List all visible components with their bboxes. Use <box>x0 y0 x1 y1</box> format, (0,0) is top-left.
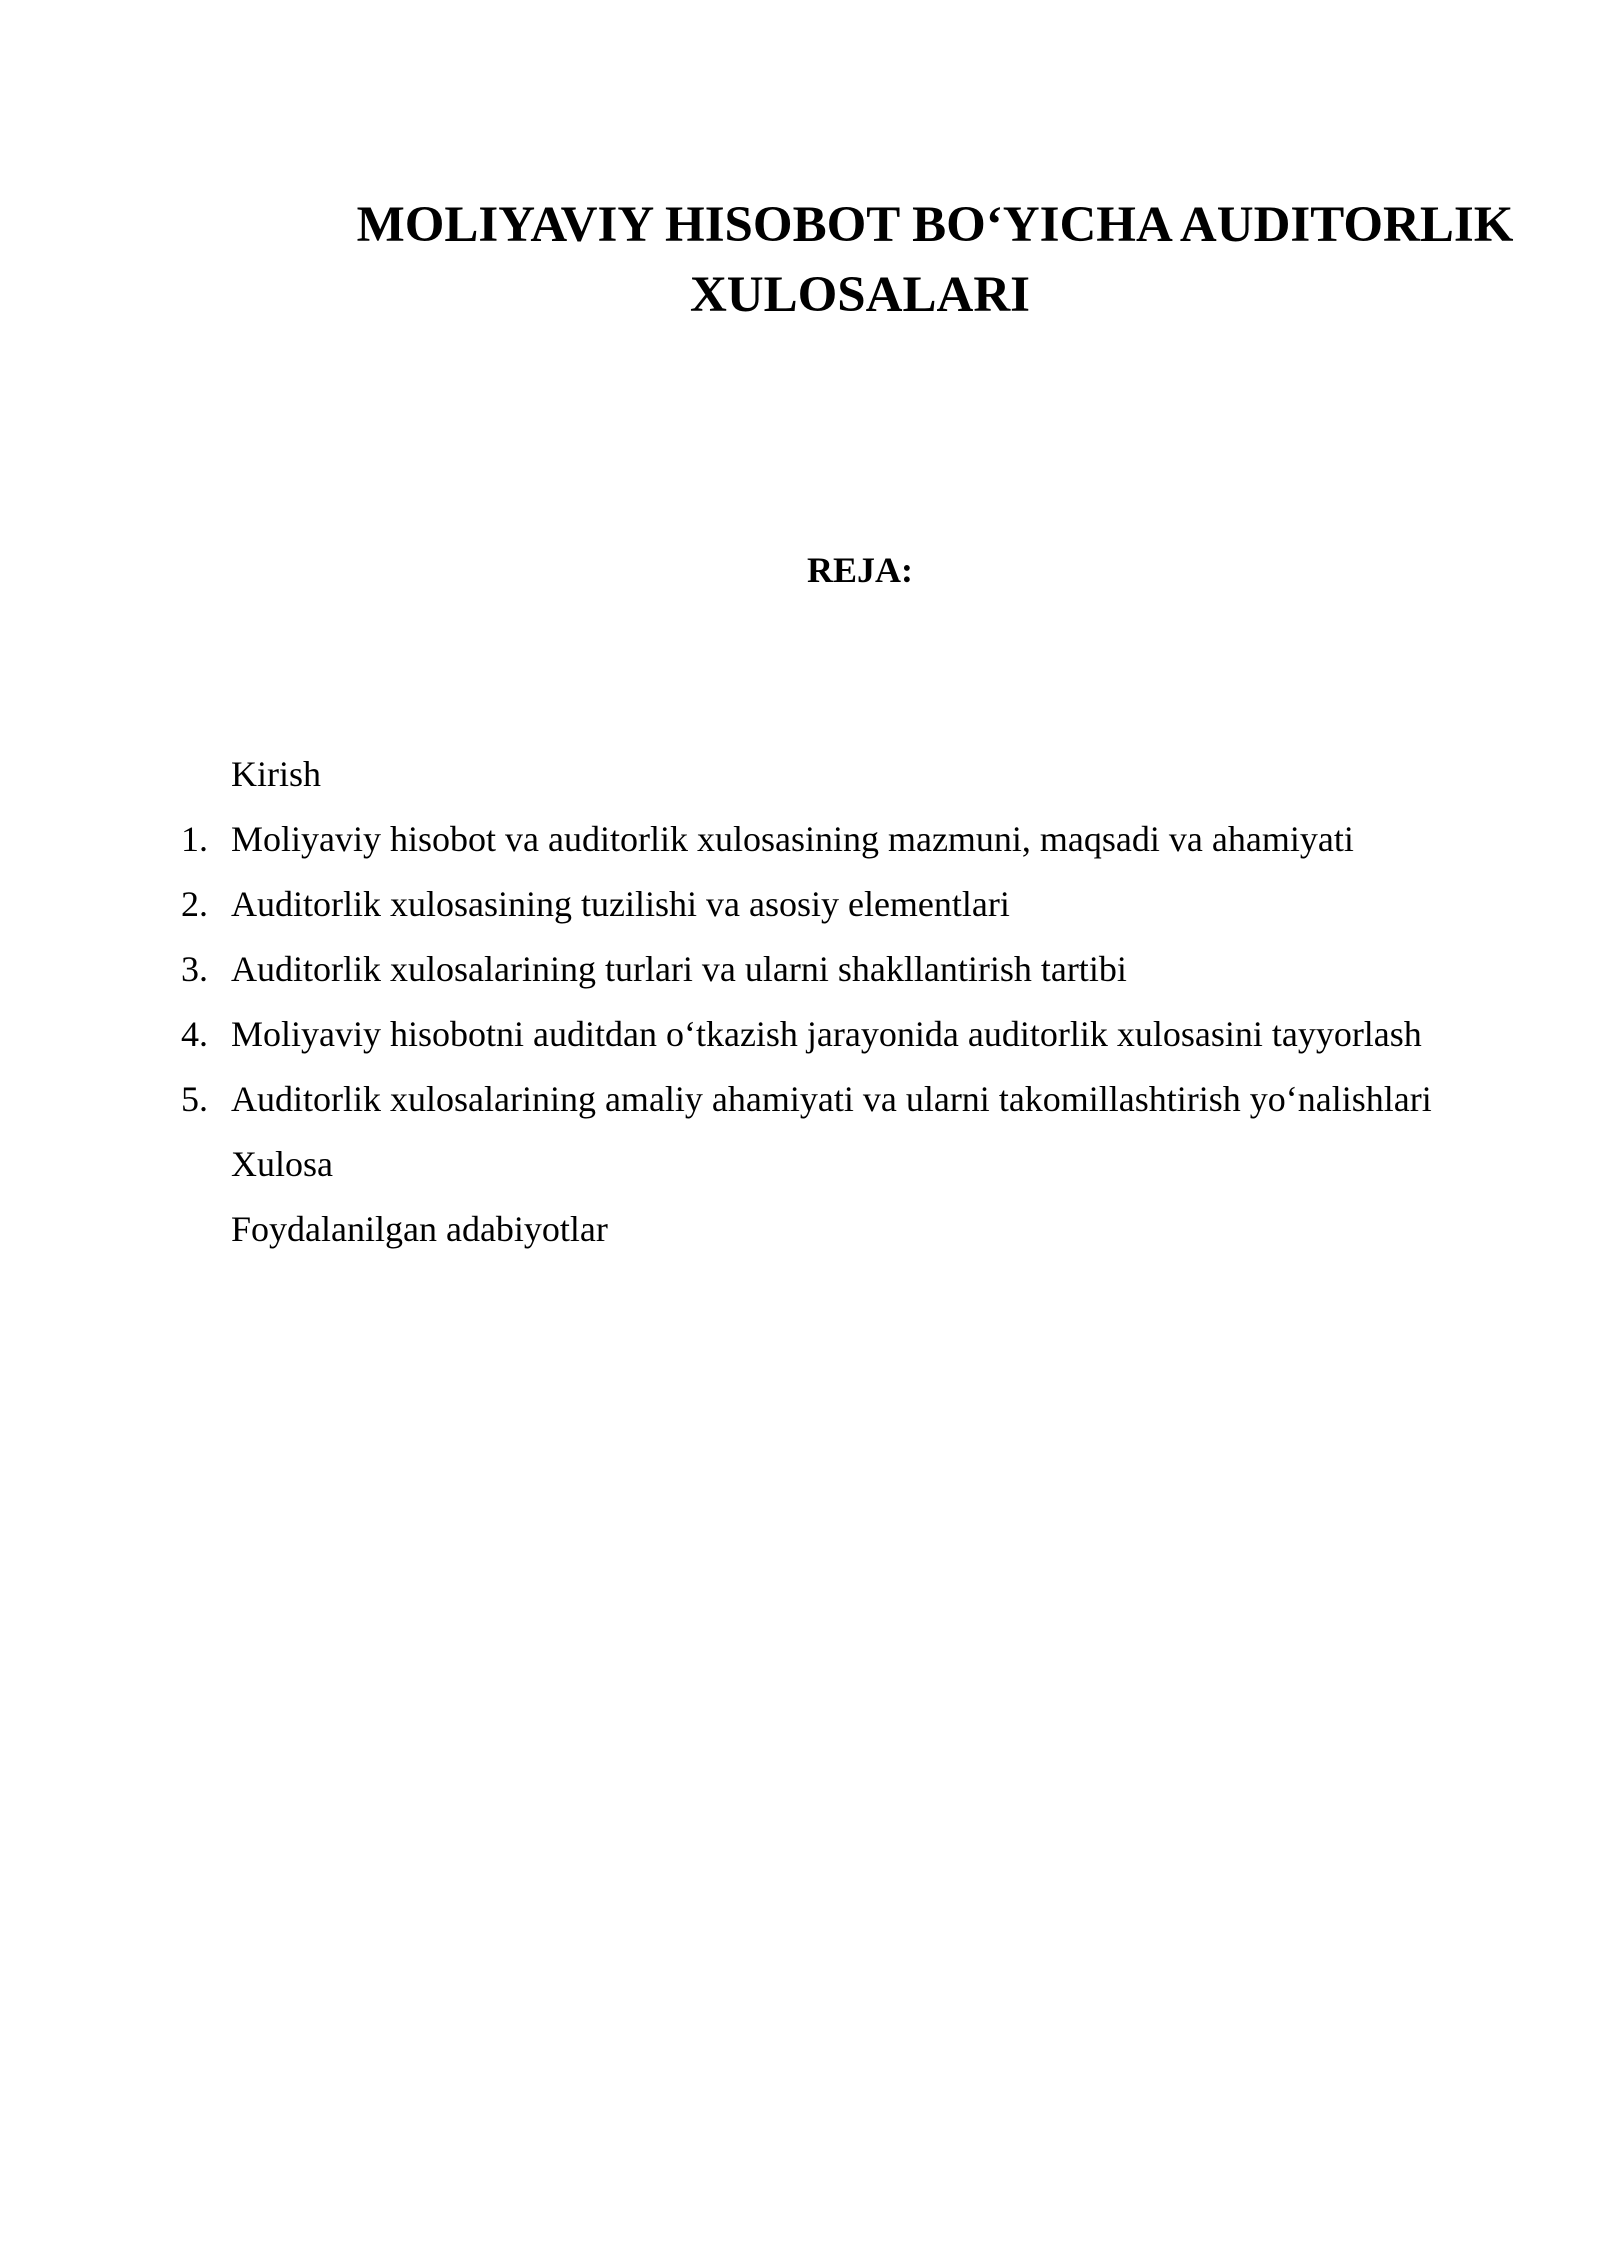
plan-item-text: Auditorlik xulosasining tuzilishi va asosiy elementlari <box>231 884 1010 924</box>
plan-item-text: Auditorlik xulosalarining turlari va ularni shakllantirish tartibi <box>231 949 1127 989</box>
plan-item <box>0 1002 1600 1067</box>
plan-item-number: 2. <box>181 884 208 924</box>
plan-item-text: Xulosa <box>231 1144 333 1184</box>
plan-item <box>0 807 1600 872</box>
document-title <box>150 190 1570 330</box>
plan-item-text: Auditorlik xulosalarining amaliy ahamiyati va ularni takomillashtirish yo‘nalishlari <box>231 1079 1432 1119</box>
plan-item-number: 5. <box>181 1079 208 1119</box>
plan-item <box>0 742 1600 807</box>
title-line-2: XULOSALARI <box>689 267 1031 323</box>
plan-item-number: 3. <box>181 949 208 989</box>
plan-item-number: 4. <box>181 1014 208 1054</box>
plan-list <box>0 742 1600 1262</box>
plan-item <box>0 1132 1600 1197</box>
plan-item-text: Moliyaviy hisobotni auditdan o‘tkazish jarayonida auditorlik xulosasini tayyorlash <box>231 1014 1422 1054</box>
plan-item-text: Foydalanilgan adabiyotlar <box>231 1209 608 1249</box>
plan-item-text: Moliyaviy hisobot va auditorlik xulosasining mazmuni, maqsadi va ahamiyati <box>231 819 1354 859</box>
title-line-1: MOLIYAVIY HISOBOT BO‘YICHA AUDITORLIK <box>356 197 1514 253</box>
plan-item <box>0 1197 1600 1262</box>
plan-item <box>0 872 1600 937</box>
plan-heading: REJA: <box>807 550 913 590</box>
plan-item <box>0 1067 1600 1132</box>
plan-item <box>0 937 1600 1002</box>
plan-item-text: Kirish <box>231 754 321 794</box>
plan-item-number: 1. <box>181 819 208 859</box>
